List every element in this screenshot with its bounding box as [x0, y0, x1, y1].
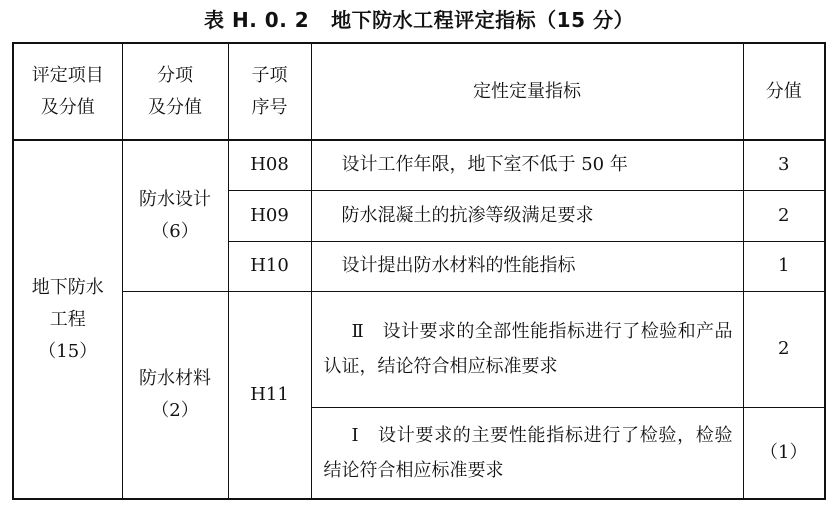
table-number: 表 H. 0. 2: [204, 8, 310, 32]
row-indicator: 防水混凝土的抗渗等级满足要求: [311, 190, 743, 241]
row-indicator: Ⅰ 设计要求的主要性能指标进行了检验，检验结论符合相应标准要求: [311, 407, 743, 499]
header-subitem: 分项 及分值: [122, 43, 228, 140]
item-score: （15）: [38, 340, 98, 362]
row-code: H10: [228, 241, 311, 291]
table-row: [13, 140, 825, 190]
row-score: 2: [743, 190, 825, 241]
evaluation-table: [12, 42, 826, 500]
header-row: [13, 43, 825, 140]
group-name: 防水设计: [139, 188, 211, 210]
group-cell-design: [122, 140, 228, 291]
header-indicator: 定性定量指标: [311, 43, 743, 140]
group-name: 防水材料: [139, 367, 211, 389]
row-code: H08: [228, 140, 311, 190]
row-code: H11: [228, 291, 311, 499]
item-cell: [13, 140, 122, 499]
table-row: [13, 291, 825, 407]
row-indicator: 设计工作年限，地下室不低于 50 年: [311, 140, 743, 190]
row-score: 2: [743, 291, 825, 407]
header-score: 分值: [743, 43, 825, 140]
item-name-line1: 地下防水: [31, 276, 104, 298]
row-score: 1: [743, 241, 825, 291]
row-indicator: 设计提出防水材料的性能指标: [311, 241, 743, 291]
row-score: 3: [743, 140, 825, 190]
group-score: （2）: [151, 399, 199, 421]
row-score: （1）: [743, 407, 825, 499]
table-title: 地下防水工程评定指标（15 分）: [331, 8, 634, 32]
group-score: （6）: [151, 220, 199, 242]
row-code: H09: [228, 190, 311, 241]
header-seq: 子项 序号: [228, 43, 311, 140]
header-item: 评定项目 及分值: [13, 43, 122, 140]
table-caption: [0, 6, 838, 34]
group-cell-material: [122, 291, 228, 499]
item-name-line2: 工程: [49, 308, 86, 330]
row-indicator: Ⅱ 设计要求的全部性能指标进行了检验和产品认证，结论符合相应标准要求: [311, 291, 743, 407]
